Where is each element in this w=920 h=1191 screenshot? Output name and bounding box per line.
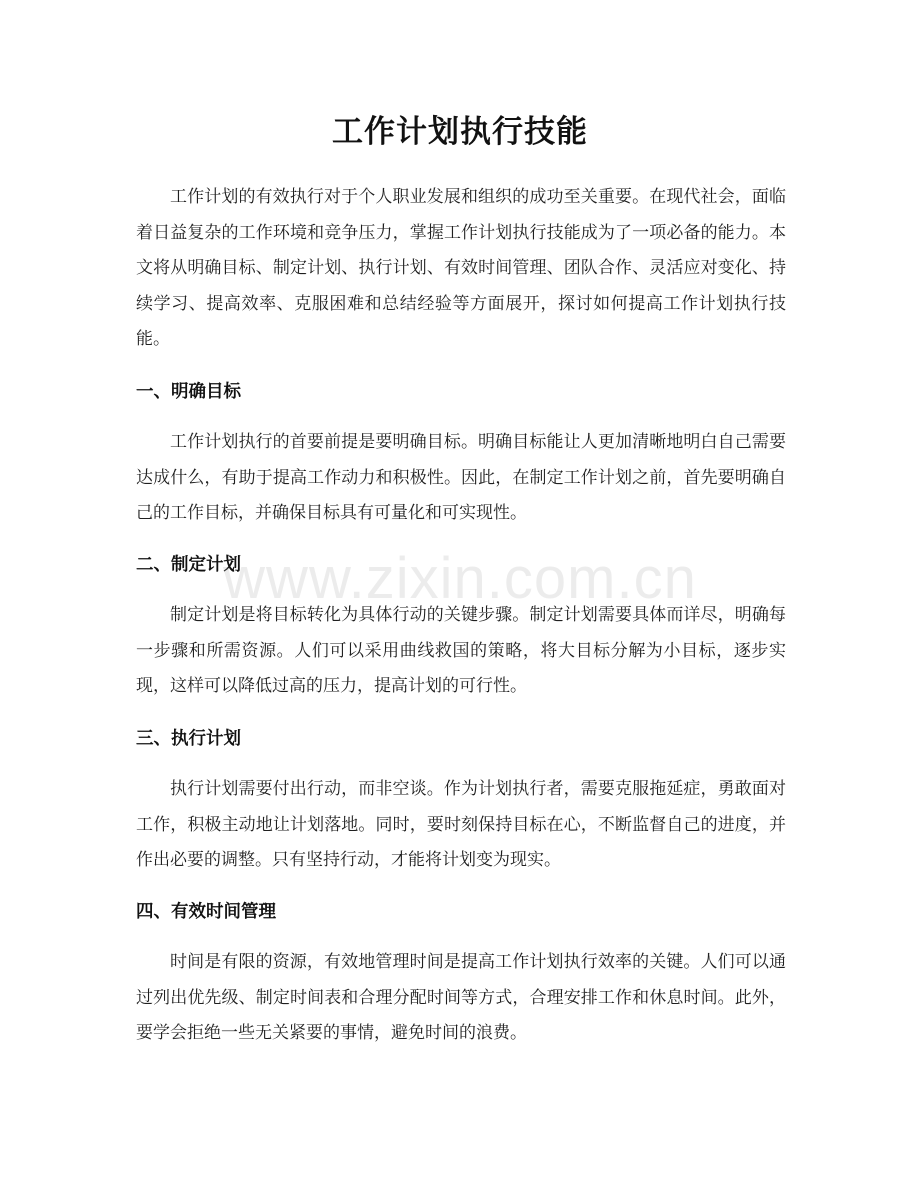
section-heading-2: 二、制定计划 [136,555,241,575]
document-title: 工作计划执行技能 [332,114,588,150]
section-body-2: 制定计划是将目标转化为具体行动的关键步骤。制定计划需要具体而详尽，明确每一步骤和所需资源。人们可以采用曲线救国的策略，将大目标分解为小目标，逐步实现，这样可以降低过高的压力，提高计划的可行性。 [136,605,786,696]
section-body-1: 工作计划执行的首要前提是要明确目标。明确目标能让人更加清晰地明白自己需要达成什么，有助于提高工作动力和积极性。因此，在制定工作计划之前，首先要明确自己的工作目标，并确保目标具有可量化和可实现性。 [136,432,786,523]
section-heading-1: 一、明确目标 [136,382,241,402]
watermark: www.zixin.com.cn [223,546,697,611]
intro-paragraph: 工作计划的有效执行对于个人职业发展和组织的成功至关重要。在现代社会，面临着日益复杂的工作环境和竞争压力，掌握工作计划执行技能成为了一项必备的能力。本文将从明确目标、制定计划、执行计划、有效时间管理、团队合作、灵活应对变化、持续学习、提高效率、克服困难和总结经验等方面展开，探讨如何提高工作计划执行技能。 [136,187,786,349]
section-heading-4: 四、有效时间管理 [136,902,276,922]
section-heading-3: 三、执行计划 [136,729,241,749]
section-body-3: 执行计划需要付出行动，而非空谈。作为计划执行者，需要克服拖延症，勇敢面对工作，积极主动地让计划落地。同时，要时刻保持目标在心，不断监督自己的进度，并作出必要的调整。只有坚持行动，才能将计划变为现实。 [136,779,786,870]
section-body-4: 时间是有限的资源，有效地管理时间是提高工作计划执行效率的关键。人们可以通过列出优先级、制定时间表和合理分配时间等方式，合理安排工作和休息时间。此外，要学会拒绝一些无关紧要的事情，避免时间的浪费。 [136,952,786,1043]
